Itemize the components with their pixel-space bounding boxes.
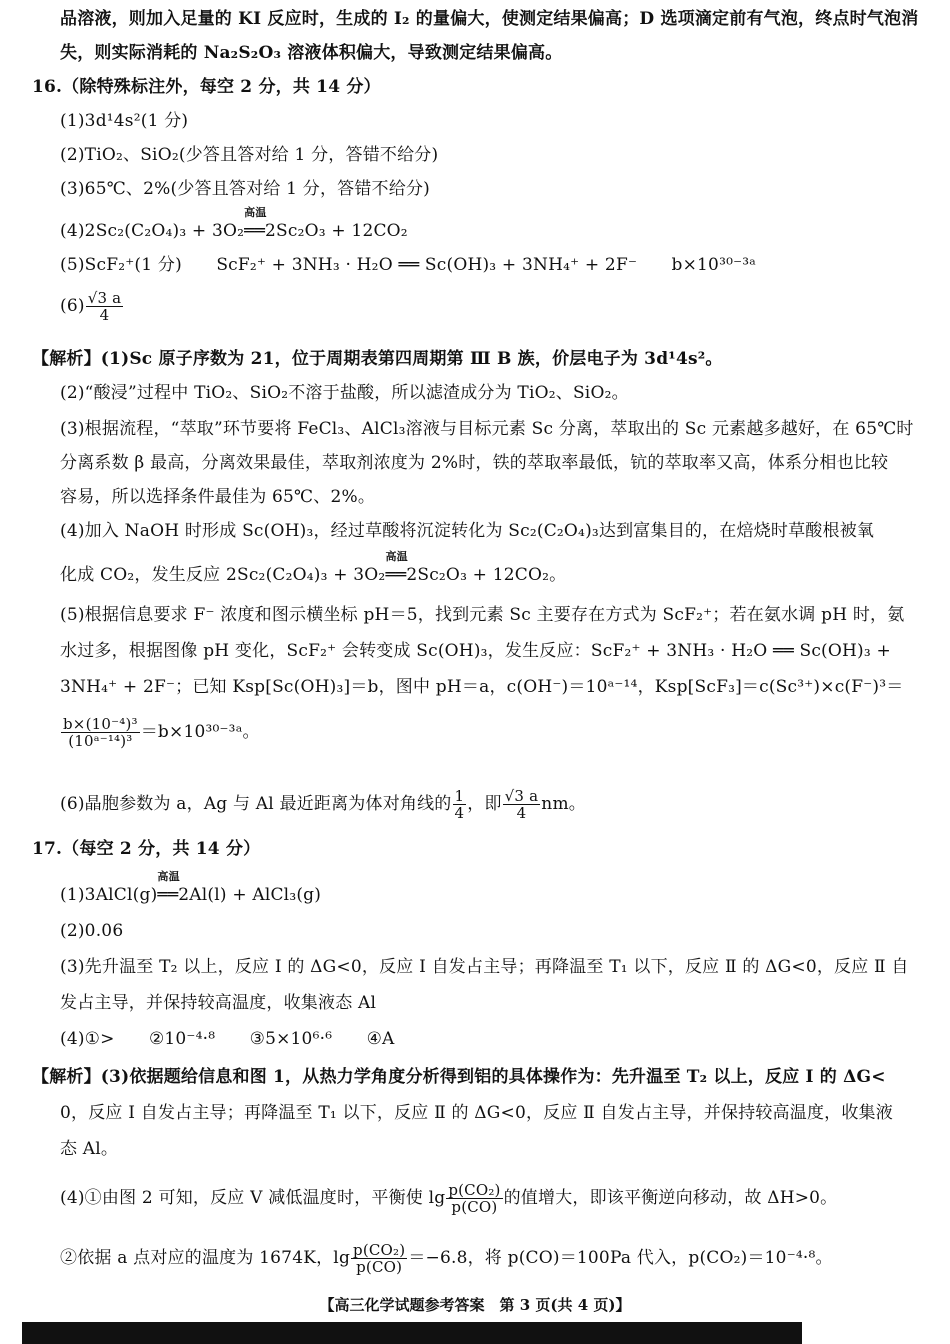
denominator: p(CO) — [356, 1258, 403, 1276]
denominator: 4 — [99, 306, 110, 324]
answer-line: (4)①> ②10⁻⁴·⁸ ③5×10⁶·⁶ ④A — [60, 1029, 395, 1049]
reaction-arrow: 高温 ══ — [244, 206, 267, 241]
numerator: p(CO₂) — [448, 1181, 501, 1199]
text-segment: 的值增大，即该平衡逆向移动，故 ΔH>0。 — [503, 1188, 838, 1208]
explanation-line: 分离系数 β 最高，分离效果最佳，萃取剂浓度为 2%时，铁的萃取率最低，钪的萃取率又高，体系分相也比较 — [60, 453, 889, 473]
equation-result: ＝b×10³⁰⁻³ᵃ。 — [140, 722, 260, 742]
answer-line — [60, 870, 322, 906]
explanation-line: 水过多，根据图像 pH 变化，ScF₂⁺ 会转变成 Sc(OH)₃，发生反应：ScF₂⁺ + 3NH₃ · H₂O ══ Sc(OH)₃ + — [60, 641, 891, 661]
fraction — [61, 716, 140, 749]
question-17-header: 17.（每空 2 分，共 14 分） — [32, 839, 261, 859]
text-segment: ②依据 a 点对应的温度为 1674K，lg — [60, 1248, 351, 1268]
equation-right: 2Sc₂O₃ + 12CO₂。 — [406, 565, 567, 585]
answer-line: 发占主导，并保持较高温度，收集液态 Al — [60, 993, 377, 1013]
answer-line: (2)TiO₂、SiO₂(少答且答对给 1 分，答错不给分) — [60, 145, 439, 165]
fraction — [86, 290, 124, 323]
explanation-line: (3)根据流程，“萃取”环节要将 FeCl₃、AlCl₃溶液与目标元素 Sc 分离，萃取出的 Sc 元素越多越好，在 65℃时 — [60, 419, 914, 439]
explanation-line — [60, 1182, 837, 1215]
reaction-arrow: 高温 ══ — [385, 550, 408, 585]
text-segment: (4)①由图 2 可知，反应 Ⅴ 减低温度时，平衡使 lg — [60, 1188, 446, 1208]
answer-line: (3)先升温至 T₂ 以上，反应 Ⅰ 的 ΔG<0，反应 Ⅰ 自发占主导；再降温至 T₁ 以下，反应 Ⅱ 的 ΔG<0，反应 Ⅱ 自 — [60, 957, 909, 977]
numerator: √3 a — [87, 289, 122, 307]
explanation-line — [60, 550, 567, 586]
explanation-line: (4)加入 NaOH 时形成 Sc(OH)₃，经过草酸将沉淀转化为 Sc₂(C₂O₄)₃达到富集目的，在焙烧时草酸根被氧 — [60, 521, 875, 541]
explanation-line — [60, 1242, 833, 1275]
reaction-condition: 高温 — [385, 550, 408, 563]
reaction-condition: 高温 — [244, 206, 267, 219]
explanation-line: (2)“酸浸”过程中 TiO₂、SiO₂不溶于盐酸，所以滤渣成分为 TiO₂、SiO₂。 — [60, 383, 629, 403]
text-segment: ＝−6.8，将 p(CO)＝100Pa 代入，p(CO₂)＝10⁻⁴·⁸。 — [408, 1248, 833, 1268]
reaction-arrow: 高温 ══ — [157, 870, 180, 905]
denominator: p(CO) — [451, 1198, 498, 1216]
answer-line — [60, 290, 124, 323]
bottom-bar — [22, 1322, 802, 1344]
text-line: 品溶液，则加入足量的 KI 反应时，生成的 I₂ 的量偏大，使测定结果偏高；D 选项滴定前有气泡，终点时气泡消 — [60, 9, 919, 29]
explanation-line: 【解析】(3)依据题给信息和图 1，从热力学角度分析得到铝的具体操作为：先升温至 T₂ 以上，反应 Ⅰ 的 ΔG< — [32, 1067, 886, 1087]
fraction — [351, 1242, 407, 1275]
denominator: 4 — [454, 804, 465, 822]
explanation-line: (5)根据信息要求 F⁻ 浓度和图示横坐标 pH＝5，找到元素 Sc 主要存在方式为 ScF₂⁺；若在氨水调 pH 时，氨 — [60, 605, 905, 625]
explanation-line — [60, 788, 586, 821]
answer-line: (3)65℃、2%(少答且答对给 1 分，答错不给分) — [60, 179, 430, 199]
explanation-line: 3NH₄⁺ + 2F⁻；已知 Ksp[Sc(OH)₃]＝b，图中 pH＝a，c(OH⁻)＝10ᵃ⁻¹⁴，Ksp[ScF₃]＝c(Sc³⁺)×c(F⁻)³＝ — [60, 677, 904, 697]
equation-left: (4)2Sc₂(C₂O₄)₃ + 3O₂ — [60, 221, 245, 241]
equation-right: 2Sc₂O₃ + 12CO₂ — [265, 221, 408, 241]
answer-label: (6) — [60, 296, 85, 316]
equation-right: 2Al(l) + AlCl₃(g) — [178, 885, 322, 905]
text-segment: (6)晶胞参数为 a，Ag 与 Al 最近距离为体对角线的 — [60, 794, 452, 814]
numerator: p(CO₂) — [353, 1241, 406, 1259]
equation-left: 化成 CO₂，发生反应 2Sc₂(C₂O₄)₃ + 3O₂ — [60, 565, 386, 585]
fraction — [446, 1182, 502, 1215]
text-line: 失，则实际消耗的 Na₂S₂O₃ 溶液体积偏大，导致测定结果偏高。 — [60, 43, 563, 63]
explanation-line: 0，反应 Ⅰ 自发占主导；再降温至 T₁ 以下，反应 Ⅱ 的 ΔG<0，反应 Ⅱ 自发占主导，并保持较高温度，收集液 — [60, 1103, 893, 1123]
numerator: √3 a — [504, 787, 539, 805]
answer-line: (1)3d¹4s²(1 分) — [60, 111, 189, 131]
explanation-line: 容易，所以选择条件最佳为 65℃、2%。 — [60, 487, 376, 507]
page-footer: 【高三化学试题参考答案 第 3 页(共 4 页)】 — [319, 1296, 631, 1314]
reaction-condition: 高温 — [157, 870, 180, 883]
answer-line — [60, 206, 408, 242]
question-16-header: 16.（除特殊标注外，每空 2 分，共 14 分） — [32, 77, 381, 97]
fraction — [503, 788, 541, 821]
fraction — [453, 788, 467, 821]
denominator: 4 — [516, 804, 527, 822]
explanation-line: 态 Al。 — [60, 1139, 119, 1159]
explanation-line — [60, 716, 260, 749]
explanation-line: 【解析】(1)Sc 原子序数为 21，位于周期表第四周期第 Ⅲ B 族，价层电子为 3d¹4s²。 — [32, 349, 723, 369]
text-segment: nm。 — [541, 794, 586, 814]
numerator: b×(10⁻⁴)³ — [63, 715, 138, 733]
answer-line: (2)0.06 — [60, 921, 124, 941]
denominator: (10ᵃ⁻¹⁴)³ — [68, 732, 133, 750]
numerator: 1 — [454, 787, 465, 805]
answer-line: (5)ScF₂⁺(1 分) ScF₂⁺ + 3NH₃ · H₂O ══ Sc(OH)₃ + 3NH₄⁺ + 2F⁻ b×10³⁰⁻³ᵃ — [60, 255, 757, 275]
text-segment: ，即 — [467, 794, 502, 814]
equation-left: (1)3AlCl(g) — [60, 885, 158, 905]
